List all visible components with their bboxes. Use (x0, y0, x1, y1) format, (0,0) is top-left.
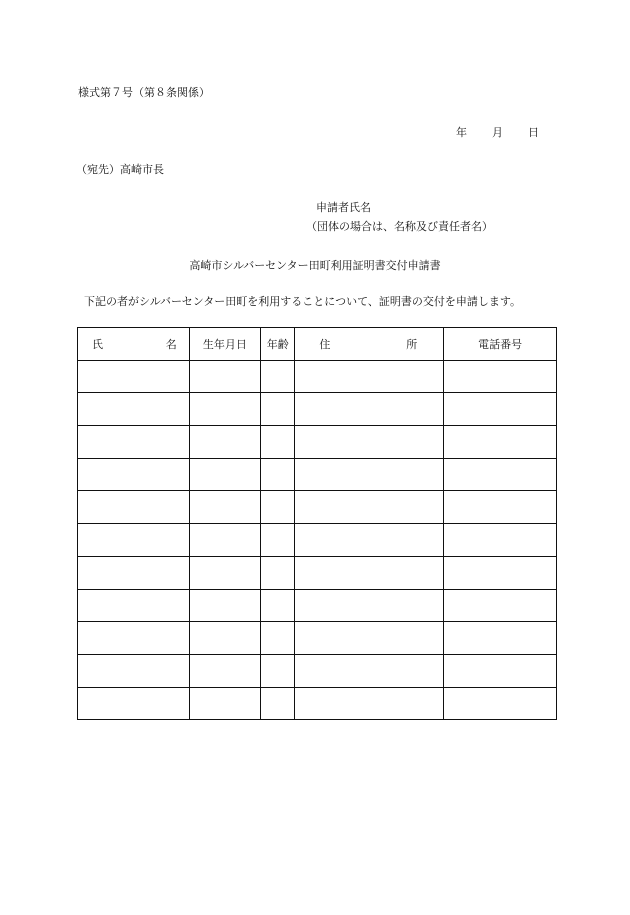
cell-name[interactable] (78, 687, 190, 720)
applicant-name-label: 申請者氏名 (316, 201, 371, 214)
cell-name[interactable] (78, 524, 190, 557)
cell-name[interactable] (78, 360, 190, 393)
cell-phone[interactable] (444, 556, 557, 589)
header-address (295, 328, 444, 361)
applicants-table (77, 327, 557, 720)
table-row (78, 491, 557, 524)
header-name-part-1: 氏 (92, 337, 103, 351)
date-month[interactable]: 月 (492, 126, 503, 139)
cell-address[interactable] (295, 524, 444, 557)
cell-address[interactable] (295, 622, 444, 655)
cell-age[interactable] (261, 687, 295, 720)
cell-phone[interactable] (444, 491, 557, 524)
table-body (78, 360, 557, 720)
cell-phone[interactable] (444, 687, 557, 720)
table-row (78, 687, 557, 720)
table-row (78, 426, 557, 459)
cell-address[interactable] (295, 687, 444, 720)
addressee: （宛先）高崎市長 (76, 163, 164, 176)
header-name-part-2: 名 (165, 337, 177, 351)
cell-age[interactable] (261, 491, 295, 524)
table-row (78, 589, 557, 622)
form-number: 様式第７号（第８条関係） (78, 86, 210, 99)
cell-age[interactable] (261, 622, 295, 655)
cell-age[interactable] (261, 426, 295, 459)
table-row (78, 393, 557, 426)
cell-name[interactable] (78, 491, 190, 524)
table-row (78, 556, 557, 589)
cell-phone[interactable] (444, 458, 557, 491)
cell-birthdate[interactable] (189, 556, 260, 589)
cell-age[interactable] (261, 556, 295, 589)
cell-birthdate[interactable] (189, 654, 260, 687)
cell-phone[interactable] (444, 360, 557, 393)
cell-birthdate[interactable] (189, 524, 260, 557)
cell-birthdate[interactable] (189, 622, 260, 655)
cell-address[interactable] (295, 556, 444, 589)
cell-phone[interactable] (444, 426, 557, 459)
cell-age[interactable] (261, 360, 295, 393)
cell-address[interactable] (295, 654, 444, 687)
table-row (78, 360, 557, 393)
date-year[interactable]: 年 (456, 126, 467, 139)
header-age: 年齢 (261, 328, 295, 361)
cell-address[interactable] (295, 458, 444, 491)
cell-address[interactable] (295, 589, 444, 622)
cell-age[interactable] (261, 654, 295, 687)
cell-name[interactable] (78, 622, 190, 655)
table-row (78, 524, 557, 557)
cell-birthdate[interactable] (189, 426, 260, 459)
cell-birthdate[interactable] (189, 589, 260, 622)
date-line (456, 124, 539, 140)
cell-name[interactable] (78, 654, 190, 687)
cell-name[interactable] (78, 556, 190, 589)
header-birthdate: 生年月日 (189, 328, 260, 361)
header-name (78, 328, 190, 361)
cell-birthdate[interactable] (189, 687, 260, 720)
intro-text: 下記の者がシルバーセンター田町を利用することについて、証明書の交付を申請します。 (84, 295, 521, 308)
cell-address[interactable] (295, 426, 444, 459)
cell-age[interactable] (261, 458, 295, 491)
header-phone: 電話番号 (444, 328, 557, 361)
cell-birthdate[interactable] (189, 491, 260, 524)
header-address-part-1: 住 (319, 337, 331, 351)
cell-age[interactable] (261, 589, 295, 622)
table-row (78, 458, 557, 491)
cell-address[interactable] (295, 491, 444, 524)
cell-birthdate[interactable] (189, 360, 260, 393)
header-address-part-2: 所 (406, 337, 418, 351)
cell-name[interactable] (78, 589, 190, 622)
cell-name[interactable] (78, 458, 190, 491)
cell-address[interactable] (295, 360, 444, 393)
cell-phone[interactable] (444, 524, 557, 557)
table-row (78, 622, 557, 655)
cell-name[interactable] (78, 393, 190, 426)
cell-phone[interactable] (444, 393, 557, 426)
cell-birthdate[interactable] (189, 393, 260, 426)
table-row (78, 654, 557, 687)
date-day[interactable]: 日 (528, 126, 539, 139)
applicant-name-note: （団体の場合は、名称及び責任者名） (306, 220, 493, 233)
cell-address[interactable] (295, 393, 444, 426)
cell-phone[interactable] (444, 589, 557, 622)
cell-age[interactable] (261, 393, 295, 426)
table-header-row (78, 328, 557, 361)
cell-birthdate[interactable] (189, 458, 260, 491)
cell-name[interactable] (78, 426, 190, 459)
cell-phone[interactable] (444, 654, 557, 687)
cell-phone[interactable] (444, 622, 557, 655)
document-title: 高崎市シルバーセンター田町利用証明書交付申請書 (189, 259, 441, 272)
cell-age[interactable] (261, 524, 295, 557)
